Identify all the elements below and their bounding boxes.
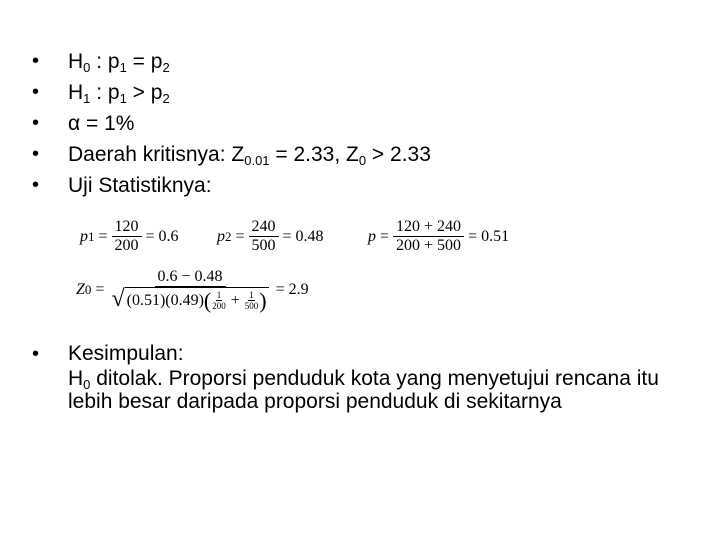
equation-p-pooled: p = $\frac{120 + 240}{200 + 500}$ = 0.51 <box>368 218 510 254</box>
conclusion-heading: • Kesimpulan: <box>32 341 688 367</box>
conclusion-block <box>32 341 688 413</box>
bullet-alpha: • α = 1% <box>32 108 431 139</box>
conclusion-text: $H_0$ ditolak. Proporsi penduduk kota yang menyetujui rencana itu lebih besar daripada proporsi penduduk di sekitarnya <box>68 367 659 413</box>
bullet-h1: • $H_1$ : $p_1 > p_2$ <box>32 77 431 108</box>
bullet-critical-region: • Daerah kritisnya: $Z_{0.01} = 2.33$, $Z_0 > 2.33$ <box>32 139 431 170</box>
equation-p1: p 1 = $\frac{120}{200}$ = 0.6 <box>80 218 179 254</box>
bullet-h0: • $H_0$ : $p_1 = p_2$ <box>32 46 431 77</box>
equation-p2: p 2 = $\frac{240}{500}$ = 0.48 <box>217 218 324 254</box>
equation-z0: Z 0 = 0.6 − 0.48 √ (0.51)(0.49) ( $\frac{1}{200}$ + $\frac{1}{500}$ ) = 2.9 <box>76 268 309 313</box>
square-root: √ (0.51)(0.49) ( $\frac{1}{200}$ + $\frac{1}{500}$ ) <box>111 286 267 313</box>
bullet-test-statistic: • Uji Statistiknya: <box>32 170 431 201</box>
